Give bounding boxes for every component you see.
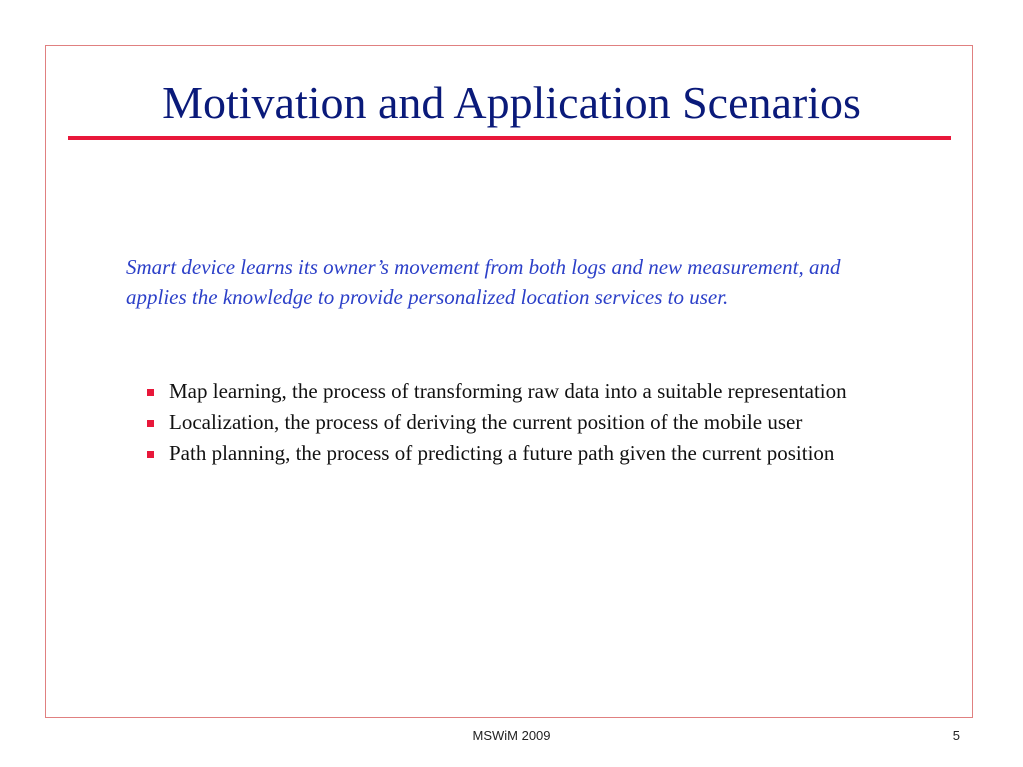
bullet-text: Map learning, the process of transforming raw data into a suitable representation xyxy=(169,379,847,403)
bullet-item-path-planning xyxy=(146,438,866,469)
title-underline-rule xyxy=(68,136,951,140)
bullet-text: Localization, the process of deriving the current position of the mobile user xyxy=(169,410,803,434)
slide-title: Motivation and Application Scenarios xyxy=(162,77,861,128)
bullet-list xyxy=(146,376,866,469)
footer-page-number: 5 xyxy=(952,728,960,743)
footer-conference-label: MSWiM 2009 xyxy=(472,728,551,743)
square-bullet-icon xyxy=(147,451,154,458)
intro-paragraph: Smart device learns its owner’s movement from both logs and new measurement, and applies the knowledge to provide personalized location services to user. xyxy=(126,255,841,309)
square-bullet-icon xyxy=(147,389,154,396)
square-bullet-icon xyxy=(147,420,154,427)
bullet-text: Path planning, the process of predicting a future path given the current position xyxy=(169,441,835,465)
bullet-item-map-learning xyxy=(146,376,866,407)
bullet-item-localization xyxy=(146,407,866,438)
